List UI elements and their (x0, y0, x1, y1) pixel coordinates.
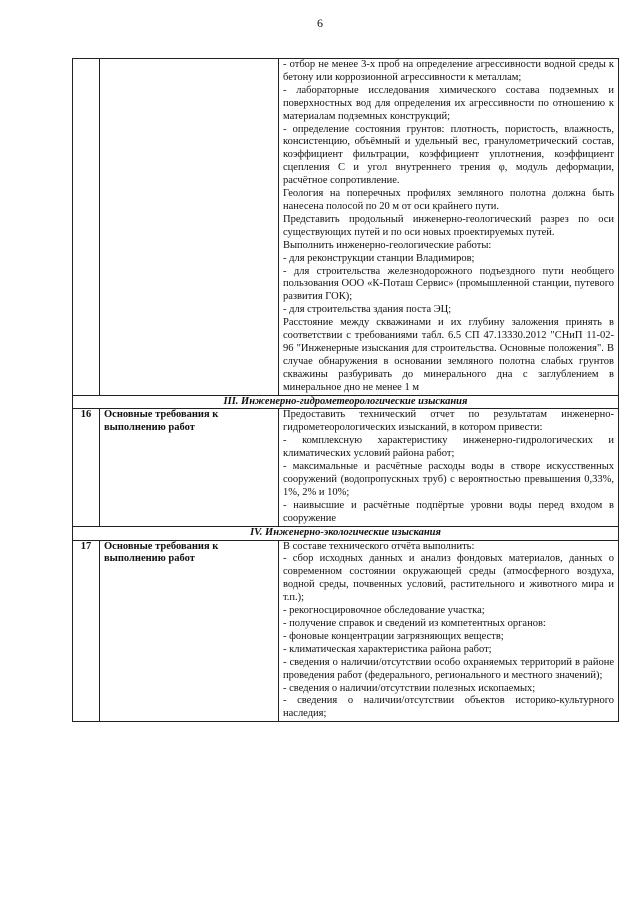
text-line: - сведения о наличии/отсутствии особо охраняемых территорий в районе проведения работ (федерального, регионального и местного значений); (283, 656, 614, 681)
table-row (73, 540, 619, 722)
section-header-row (73, 395, 619, 409)
text-line: - сведения о наличии/отсутствии полезных ископаемых; (283, 682, 536, 694)
row-number-cell (73, 59, 100, 396)
text-line: Выполнить инженерно-геологические работы: (283, 239, 492, 251)
text-line: Расстояние между скважинами и их глубину заложения принять в соответствии с требованиями табл. 6.5 СП 47.13330.2012 "СНиП 11-02-96 "Инженерные изыскания для строительства. Основные положения". В случае обнаружения в основании земляного полотна слабых грунтов скважины разбуривать до минерального дна с заглублением в минеральное дно не менее 1 м (283, 317, 614, 393)
row-name-cell: Основные требования к выполнению работ (100, 409, 279, 526)
text-line: - получение справок и сведений из компетентных органов: (283, 617, 546, 629)
text-line: - фоновые концентрации загрязняющих веществ; (283, 630, 504, 642)
text-line: - рекогносцировочное обследование участка; (283, 605, 485, 617)
row-value-cell (279, 540, 619, 722)
section-title: III. Инженерно-гидрометеорологические изыскания (73, 395, 619, 409)
text-line: - максимальные и расчётные расходы воды в створе искусственных сооружений (водопропускных труб) с вероятностью превышения 0,33%, 1%, 2% и 10%; (283, 461, 614, 498)
section-title: IV. Инженерно-экологические изыскания (73, 526, 619, 540)
section-header-row (73, 526, 619, 540)
text-line: - определение состояния грунтов: плотность, пористость, влажность, консистенцию, объёмный и удельный вес, гранулометрический состав, коэффициент фильтрации, коэффициент уплотнения, коэффициент сцепления С и угол внутреннего трения φ, модуль деформации, расчётное сопротивление. (283, 123, 614, 187)
text-line: - сбор исходных данных и анализ фондовых материалов, данных о современном состоянии окружающей среды (атмосферного воздуха, водной среды, почвенных условий, растительного и животного мира и т.п.); (283, 553, 614, 604)
row-number-cell: 17 (73, 540, 100, 722)
text-line: - лабораторные исследования химического состава подземных и поверхностных вод для определения их агрессивности по отношению к материалам подземных конструкций; (283, 84, 614, 122)
text-line: - для строительства железнодорожного подъездного пути необщего пользования ООО «К-Поташ Сервис» (промышленной станции, путевого развития ГОК); (283, 265, 614, 303)
text-line: - для строительства здания поста ЭЦ; (283, 304, 452, 316)
text-line: - сведения о наличии/отсутствии объектов историко-культурного наследия; (283, 695, 614, 720)
text-line: Геология на поперечных профилях земляного полотна должна быть нанесена полосой по 20 м от оси крайнего пути. (283, 188, 614, 212)
table-row (73, 409, 619, 526)
text-line: В составе технического отчёта выполнить: (283, 540, 475, 552)
row-value-cell (279, 59, 619, 396)
text-line: - климатическая характеристика района работ; (283, 643, 492, 655)
text-line: - отбор не менее 3-х проб на определение агрессивности водной среды к бетону или коррозионной агрессивности к металлам; (283, 59, 614, 83)
table-row (73, 59, 619, 396)
text-line: - наивысшие и расчётные подпёртые уровни воды перед входом в сооружение (283, 499, 614, 524)
row-name-cell (100, 59, 279, 396)
row-value-cell (279, 409, 619, 526)
text-line: Представить продольный инженерно-геологический разрез по оси существующих путей и по оси новых проектируемых путей. (283, 213, 614, 238)
text-line: Предоставить технический отчет по результатам инженерно-гидрометеорологических изысканий, в котором привести: (283, 409, 614, 434)
requirements-table (72, 58, 619, 722)
text-line: - для реконструкции станции Владимиров; (283, 252, 475, 264)
text-line: - комплексную характеристику инженерно-гидрологических и климатических условий района работ; (283, 435, 614, 460)
row-name-cell: Основные требования к выполнению работ (100, 540, 279, 722)
page-number: 6 (317, 16, 323, 30)
row-number-cell: 16 (73, 409, 100, 526)
